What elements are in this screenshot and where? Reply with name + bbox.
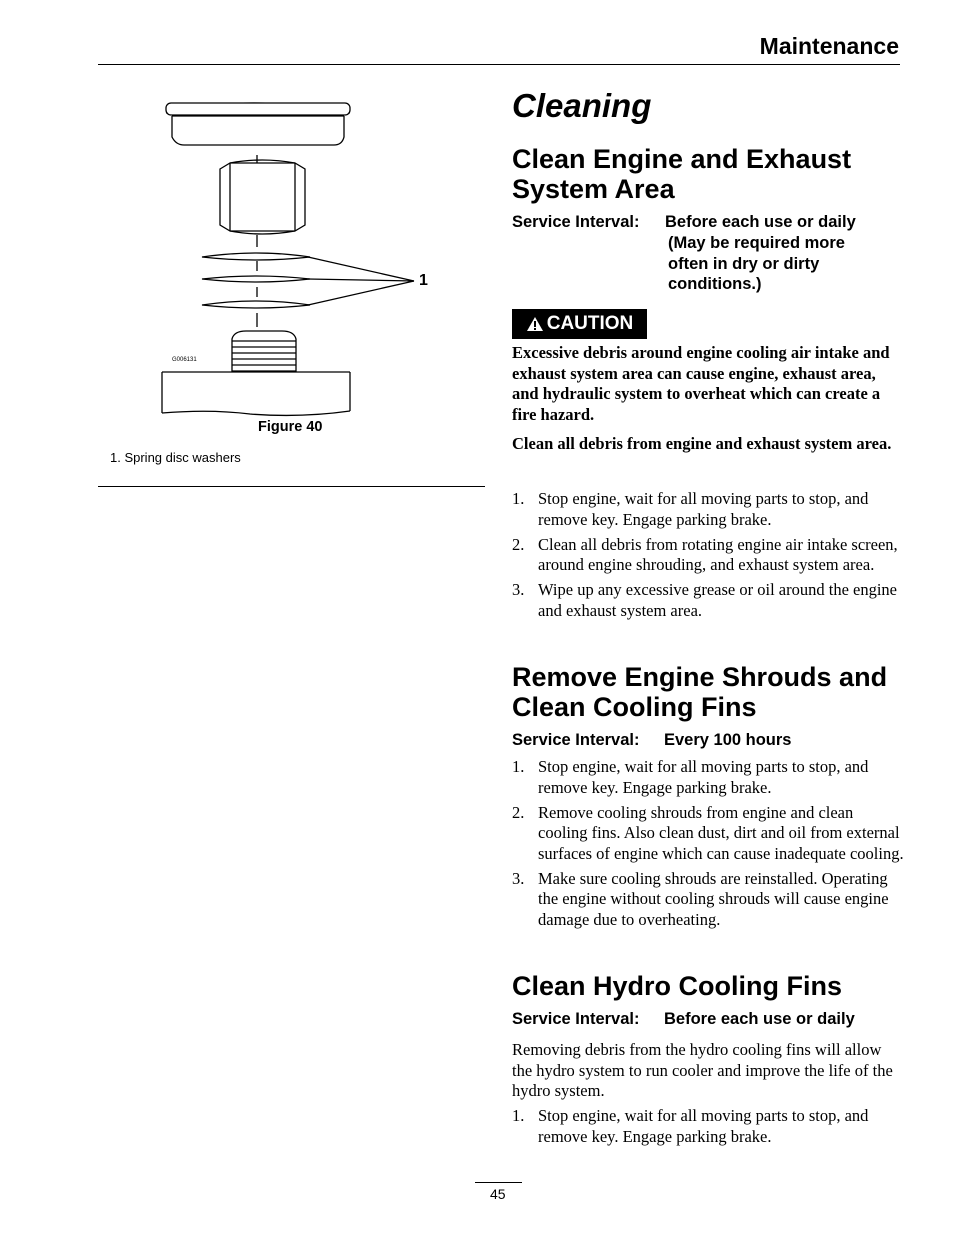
hydro-paragraph: Removing debris from the hydro cooling fins will allow the hydro system to run cooler and improve the life of the hydro system. — [512, 1040, 893, 1100]
heading-line: Remove Engine Shrouds and — [512, 662, 888, 692]
interval-line: (May be required more — [668, 234, 845, 252]
figure-legend: 1. Spring disc washers — [110, 450, 241, 465]
spring-washer-diagram — [150, 95, 450, 425]
service-interval-label: Service Interval: — [512, 731, 640, 749]
page-number: 45 — [490, 1186, 506, 1202]
list-item: 1. Stop engine, wait for all moving parts to stop, and remove key. Engage parking brake. — [512, 1106, 869, 1146]
interval-line: Before each use or daily — [665, 213, 856, 231]
heading-line: Clean Cooling Fins — [512, 692, 757, 722]
caution-instruction: Clean all debris from engine and exhaust system area. — [512, 434, 892, 453]
section-header: Maintenance — [759, 33, 899, 59]
list-item: 3. Make sure cooling shrouds are reinstalled. Operating the engine without cooling shrouds will cause engine damage due to overheating. — [512, 868, 889, 929]
heading-line: System Area — [512, 174, 675, 204]
service-interval-text-cont — [668, 233, 908, 295]
header-rule — [98, 64, 900, 65]
list-item: 2. Remove cooling shrouds from engine and clean cooling fins. Also clean dust, dirt and oil from external surfaces of engine which can cause inadequate cooling. — [512, 802, 904, 863]
caution-label: CAUTION — [546, 313, 634, 334]
heading-line: Clean Engine and Exhaust — [512, 144, 852, 174]
service-interval-label: Service Interval: — [512, 1010, 640, 1028]
section-heading-hydro — [512, 971, 904, 1001]
service-interval-text: Every 100 hours — [664, 731, 792, 749]
figure-rule — [98, 486, 485, 487]
service-interval-label: Service Interval: — [512, 213, 640, 231]
steps-shrouds — [512, 757, 904, 935]
main-title-block — [512, 87, 904, 125]
section-heading-engine-exhaust — [512, 144, 904, 204]
steps-engine-exhaust — [512, 489, 904, 626]
list-item: 1. Stop engine, wait for all moving parts to stop, and remove key. Engage parking brake. — [512, 757, 869, 797]
service-interval-engine-exhaust — [512, 212, 904, 296]
figure-caption: Figure 40 — [258, 419, 323, 435]
steps-hydro — [512, 1106, 904, 1152]
warning-triangle-icon — [526, 316, 544, 332]
interval-line: conditions.) — [668, 275, 762, 293]
main-title: Cleaning — [512, 87, 652, 124]
page-number-rule — [475, 1182, 522, 1183]
list-item: 2. Clean all debris from rotating engine air intake screen, around engine shrouding, and exhaust system area. — [512, 534, 898, 574]
caution-text: Excessive debris around engine cooling air intake and exhaust system area can cause engine, exhaust area, and hydraulic system to overheat which can create a fire hazard. — [512, 343, 890, 424]
list-item: 3. Wipe up any excessive grease or oil around the engine and exhaust system area. — [512, 580, 897, 620]
figure-callout: 1 — [419, 272, 428, 289]
caution-badge — [512, 309, 647, 339]
service-interval-hydro — [512, 1009, 904, 1031]
section-heading-shrouds — [512, 662, 904, 722]
service-interval-text — [665, 212, 905, 233]
service-interval-shrouds — [512, 730, 904, 752]
list-item: 1. Stop engine, wait for all moving parts to stop, and remove key. Engage parking brake. — [512, 489, 869, 529]
heading-line: Clean Hydro Cooling Fins — [512, 971, 843, 1001]
figure-code: G006131 — [172, 357, 197, 363]
interval-line: often in dry or dirty — [668, 254, 820, 273]
service-interval-text: Before each use or daily — [664, 1010, 855, 1028]
caution-message — [512, 343, 904, 455]
